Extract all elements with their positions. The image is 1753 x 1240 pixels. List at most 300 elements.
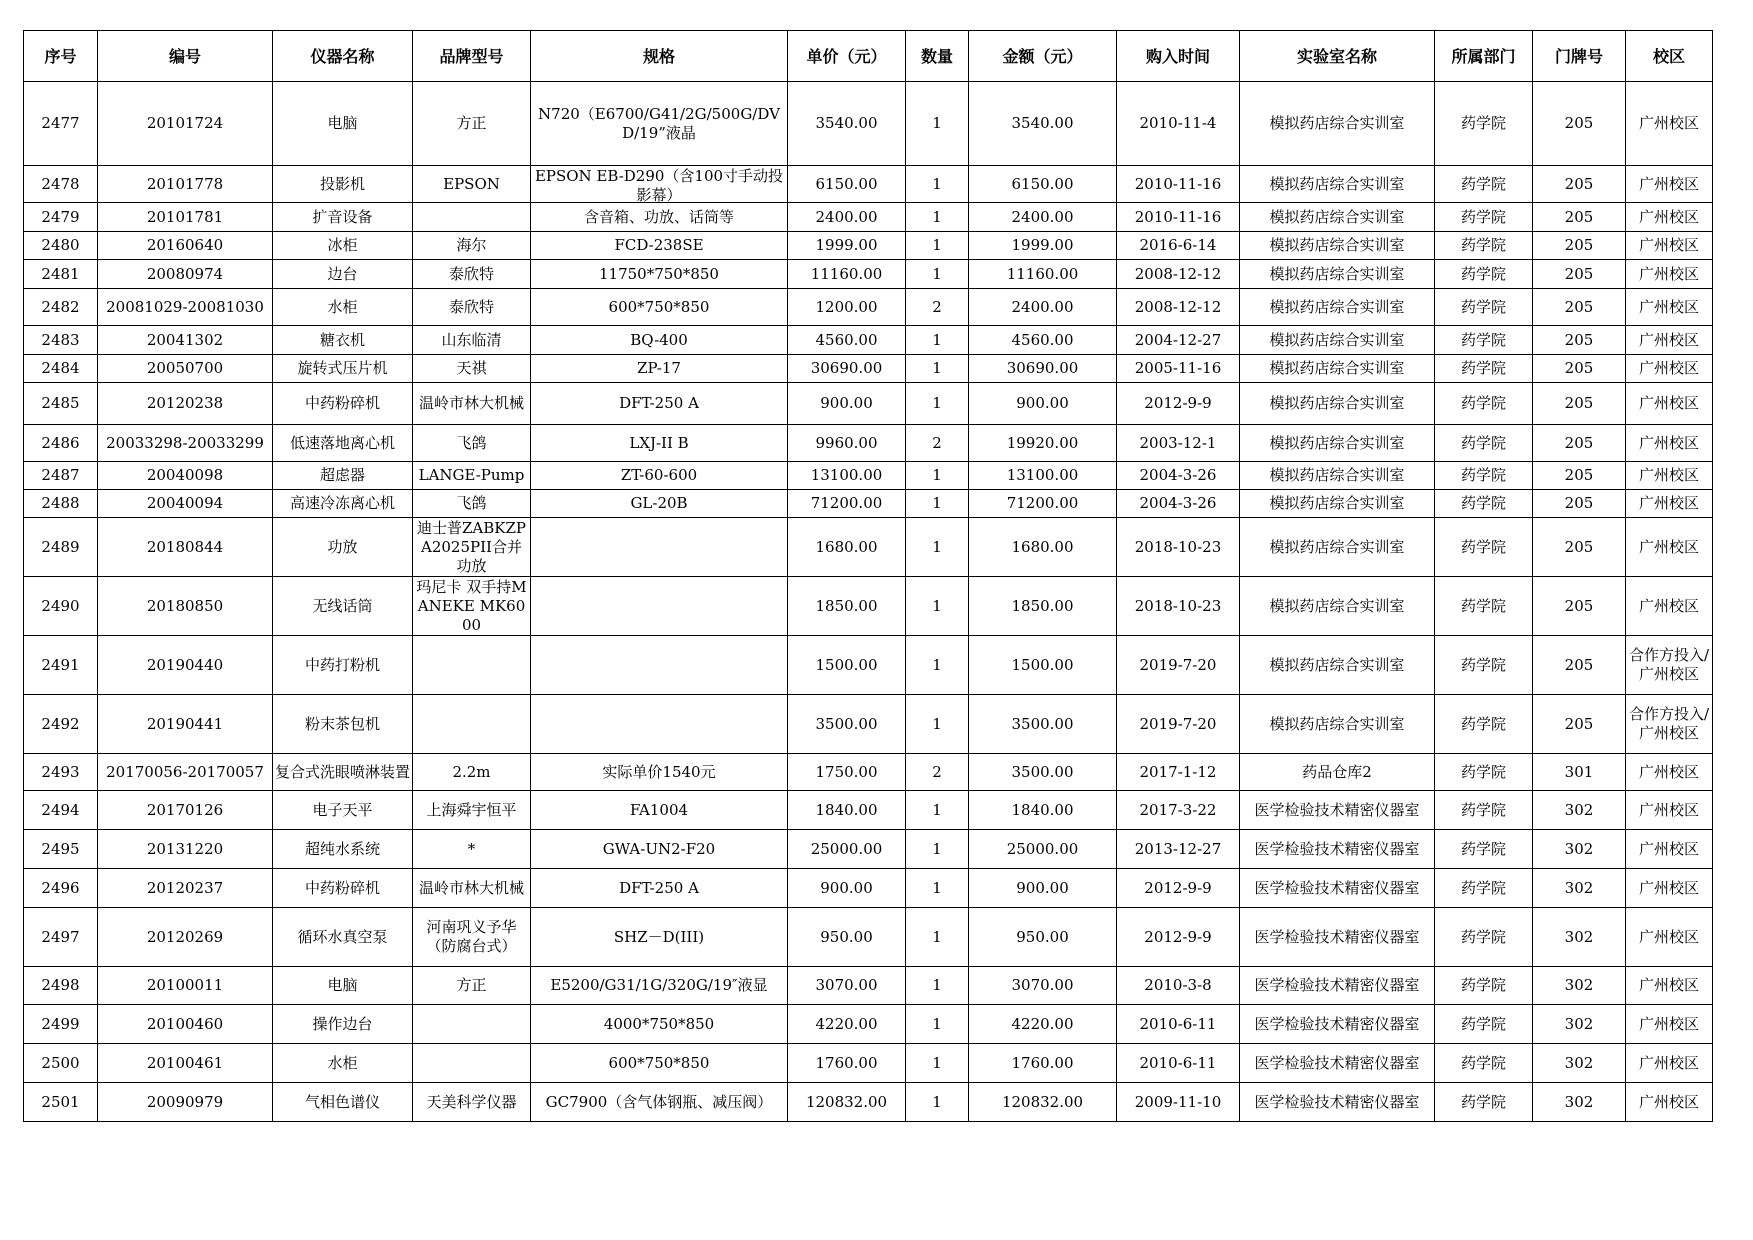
cell-instrument-name (273, 1005, 413, 1044)
cell-unit-price (788, 425, 906, 462)
cell-text: 药学院 (1460, 878, 1506, 897)
cell-room-number (1533, 577, 1626, 636)
cell-text: 2008-12-12 (1134, 297, 1222, 316)
cell-spec (531, 1083, 788, 1122)
cell-department (1435, 1083, 1533, 1122)
cell-unit-price (788, 490, 906, 518)
cell-text: LXJ-II B (629, 433, 689, 452)
cell-brand-model (413, 967, 531, 1005)
cell-instrument-name (273, 1044, 413, 1083)
cell-spec (531, 326, 788, 355)
cell-text: 20100011 (146, 976, 224, 994)
cell-text: 河南巩义予华（防腐台式） (426, 918, 517, 955)
cell-amount (969, 1044, 1117, 1083)
table-body (24, 82, 1713, 1122)
cell-text: 模拟药店综合实训室 (1269, 174, 1405, 193)
cell-text: 广州校区 (1638, 878, 1699, 897)
cell-text: 药学院 (1460, 800, 1506, 819)
cell-text: 1 (932, 264, 942, 283)
cell-text: 120832.00 (805, 1092, 888, 1111)
cell-purchase-date (1117, 1044, 1240, 1083)
cell-text: 1 (932, 207, 942, 226)
cell-amount (969, 82, 1117, 166)
table-row (24, 203, 1713, 232)
cell-text: 医学检验技术精密仪器室 (1254, 1053, 1420, 1072)
table-row (24, 967, 1713, 1005)
cell-lab-name (1240, 577, 1435, 636)
cell-quantity (906, 82, 969, 166)
cell-text: 20180844 (146, 537, 224, 556)
cell-text: 药学院 (1460, 655, 1506, 674)
cell-text: 2 (932, 433, 942, 452)
cell-amount (969, 577, 1117, 636)
cell-text: 1 (932, 1014, 942, 1033)
cell-text: 气相色谱仪 (304, 1092, 380, 1111)
cell-text: 302 (1564, 927, 1594, 946)
cell-text: 迪士普ZABKZPA2025PII合并功放 (417, 518, 526, 575)
cell-unit-price (788, 908, 906, 967)
cell-text: 循环水真空泵 (297, 927, 388, 946)
cell-lab-name (1240, 425, 1435, 462)
cell-text: 1 (932, 878, 942, 897)
cell-department (1435, 577, 1533, 636)
cell-text: 电脑 (327, 114, 358, 132)
cell-spec (531, 830, 788, 869)
cell-unit-price (788, 967, 906, 1005)
table-row (24, 166, 1713, 203)
cell-seq (24, 636, 98, 695)
cell-unit-price (788, 166, 906, 203)
cell-text: 1 (932, 655, 942, 674)
cell-text: 温岭市林大机械 (418, 878, 524, 897)
cell-text: GWA-UN2-F20 (602, 839, 716, 858)
cell-brand-model (413, 791, 531, 830)
cell-room-number (1533, 326, 1626, 355)
cell-text: 1 (932, 1092, 942, 1111)
cell-text: 2004-3-26 (1139, 494, 1217, 512)
cell-amount (969, 518, 1117, 577)
cell-quantity (906, 490, 969, 518)
cell-text: 超虑器 (319, 466, 365, 484)
cell-text: 120832.00 (1001, 1092, 1084, 1111)
cell-lab-name (1240, 383, 1435, 425)
cell-department (1435, 754, 1533, 791)
cell-text: 药学院 (1460, 927, 1506, 946)
cell-unit-price (788, 326, 906, 355)
cell-text: 3500.00 (1011, 714, 1074, 733)
cell-amount (969, 754, 1117, 791)
cell-lab-name (1240, 490, 1435, 518)
cell-lab-name (1240, 869, 1435, 908)
cell-text: 205 (1564, 330, 1594, 349)
cell-lab-name (1240, 1083, 1435, 1122)
cell-seq (24, 289, 98, 326)
cell-text: 1850.00 (815, 596, 878, 615)
cell-text: 广州校区 (1638, 1092, 1699, 1111)
cell-seq (24, 232, 98, 260)
cell-text: 2005-11-16 (1134, 359, 1222, 377)
table-row (24, 830, 1713, 869)
cell-amount (969, 232, 1117, 260)
cell-text: 含音箱、功放、话筒等 (583, 207, 734, 226)
cell-text: 中药粉碎机 (304, 394, 380, 412)
cell-text: 扩音设备 (312, 207, 373, 226)
cell-seq (24, 754, 98, 791)
cell-department (1435, 383, 1533, 425)
cell-text: 3500.00 (815, 714, 878, 733)
cell-text: 模拟药店综合实训室 (1269, 394, 1405, 412)
table-row (24, 232, 1713, 260)
cell-text: 2.2m (452, 762, 491, 781)
cell-amount (969, 490, 1117, 518)
cell-purchase-date (1117, 791, 1240, 830)
cell-text: 9960.00 (815, 433, 878, 452)
cell-text: 2485 (41, 394, 80, 412)
cell-seq (24, 326, 98, 355)
header-row (24, 31, 1713, 82)
header-code: 编号 (98, 31, 273, 82)
cell-text: 1999.00 (815, 236, 878, 254)
table-row (24, 326, 1713, 355)
cell-text: 医学检验技术精密仪器室 (1254, 878, 1420, 897)
header-department: 所属部门 (1435, 31, 1533, 82)
header-quantity: 数量 (906, 31, 969, 82)
cell-code (98, 1083, 273, 1122)
cell-text: 20160640 (146, 236, 224, 254)
cell-text: 1840.00 (1011, 800, 1074, 819)
cell-text: LANGE-Pump (418, 466, 525, 484)
cell-text: 模拟药店综合实训室 (1269, 596, 1405, 615)
cell-purchase-date (1117, 462, 1240, 490)
cell-code (98, 1005, 273, 1044)
cell-brand-model (413, 908, 531, 967)
cell-lab-name (1240, 967, 1435, 1005)
cell-text: 1999.00 (1011, 236, 1074, 254)
cell-text: 广州校区 (1638, 433, 1699, 452)
cell-code (98, 425, 273, 462)
cell-campus (1626, 1083, 1713, 1122)
cell-text: 301 (1564, 762, 1594, 781)
cell-campus (1626, 577, 1713, 636)
header-unit-price: 单价（元） (788, 31, 906, 82)
cell-text: 2018-10-23 (1134, 537, 1222, 556)
cell-text: 药学院 (1460, 297, 1506, 316)
cell-amount (969, 791, 1117, 830)
cell-code (98, 289, 273, 326)
cell-campus (1626, 383, 1713, 425)
cell-text: DFT-250 A (619, 394, 699, 412)
header-spec: 规格 (531, 31, 788, 82)
cell-purchase-date (1117, 869, 1240, 908)
cell-unit-price (788, 260, 906, 289)
cell-department (1435, 830, 1533, 869)
cell-text: 2479 (41, 207, 80, 226)
cell-text: 2495 (41, 839, 80, 858)
cell-purchase-date (1117, 518, 1240, 577)
cell-lab-name (1240, 1044, 1435, 1083)
cell-text: 模拟药店综合实训室 (1269, 264, 1405, 283)
cell-purchase-date (1117, 82, 1240, 166)
cell-instrument-name (273, 908, 413, 967)
cell-instrument-name (273, 425, 413, 462)
cell-campus (1626, 462, 1713, 490)
cell-text: 合作方投入/广州校区 (1628, 705, 1710, 742)
cell-seq (24, 203, 98, 232)
cell-campus (1626, 1044, 1713, 1083)
cell-campus (1626, 166, 1713, 203)
cell-spec (531, 203, 788, 232)
cell-code (98, 636, 273, 695)
cell-room-number (1533, 355, 1626, 383)
cell-text: 电子天平 (312, 800, 373, 819)
cell-seq (24, 166, 98, 203)
cell-spec (531, 754, 788, 791)
cell-text: 20120238 (146, 394, 224, 412)
cell-text: 600*750*850 (608, 1053, 710, 1072)
cell-campus (1626, 1005, 1713, 1044)
cell-text: 2486 (41, 433, 80, 452)
cell-text: 广州校区 (1638, 762, 1699, 781)
cell-text: 2010-11-16 (1134, 207, 1222, 226)
cell-department (1435, 289, 1533, 326)
cell-text: 4000*750*850 (603, 1014, 715, 1033)
cell-text: 海尔 (456, 236, 487, 254)
cell-quantity (906, 518, 969, 577)
cell-amount (969, 326, 1117, 355)
cell-text: 2482 (41, 297, 80, 316)
cell-text: 950.00 (1016, 927, 1069, 946)
header-room-number: 门牌号 (1533, 31, 1626, 82)
cell-room-number (1533, 260, 1626, 289)
cell-instrument-name (273, 462, 413, 490)
cell-code (98, 462, 273, 490)
cell-text: 13100.00 (1006, 466, 1079, 484)
cell-seq (24, 383, 98, 425)
cell-text: 20081029-20081030 (106, 297, 264, 316)
header-brand-model: 品牌型号 (413, 31, 531, 82)
cell-instrument-name (273, 260, 413, 289)
cell-lab-name (1240, 289, 1435, 326)
cell-text: 205 (1564, 596, 1594, 615)
cell-text: 1760.00 (815, 1053, 878, 1072)
cell-text: ZT-60-600 (620, 466, 698, 484)
cell-brand-model (413, 518, 531, 577)
cell-text: 1 (932, 330, 942, 349)
cell-unit-price (788, 289, 906, 326)
cell-text: 医学检验技术精密仪器室 (1254, 1092, 1420, 1111)
cell-room-number (1533, 82, 1626, 166)
cell-text: 302 (1564, 1053, 1594, 1072)
cell-campus (1626, 232, 1713, 260)
cell-seq (24, 355, 98, 383)
cell-text: 205 (1564, 394, 1594, 412)
cell-text: 20120269 (146, 927, 224, 946)
cell-text: 20101781 (146, 207, 224, 226)
cell-seq (24, 577, 98, 636)
cell-text: 302 (1564, 1014, 1594, 1033)
cell-amount (969, 425, 1117, 462)
cell-room-number (1533, 425, 1626, 462)
cell-purchase-date (1117, 355, 1240, 383)
cell-brand-model (413, 326, 531, 355)
cell-spec (531, 791, 788, 830)
cell-text: 2481 (41, 264, 80, 283)
cell-instrument-name (273, 203, 413, 232)
cell-purchase-date (1117, 577, 1240, 636)
cell-code (98, 355, 273, 383)
cell-text: 模拟药店综合实训室 (1269, 433, 1405, 452)
cell-text: 11160.00 (1006, 264, 1079, 283)
cell-text: 药学院 (1460, 976, 1506, 994)
cell-spec (531, 289, 788, 326)
cell-text: 71200.00 (1006, 494, 1079, 512)
cell-quantity (906, 791, 969, 830)
cell-spec (531, 383, 788, 425)
cell-spec (531, 462, 788, 490)
cell-room-number (1533, 754, 1626, 791)
cell-text: E5200/G31/1G/320G/19″液显 (550, 976, 768, 994)
cell-quantity (906, 355, 969, 383)
cell-unit-price (788, 695, 906, 754)
cell-text: 飞鸽 (456, 494, 487, 512)
cell-text: 20041302 (146, 330, 224, 349)
cell-text: 2491 (41, 655, 80, 674)
cell-text: 2498 (41, 976, 80, 994)
cell-brand-model (413, 577, 531, 636)
cell-text: 205 (1564, 655, 1594, 674)
cell-text: 20033298-20033299 (106, 433, 264, 452)
cell-text: 205 (1564, 207, 1594, 226)
cell-amount (969, 695, 1117, 754)
cell-text: 1 (932, 359, 942, 377)
cell-text: 药学院 (1460, 537, 1506, 556)
cell-text: 功放 (327, 537, 358, 556)
cell-instrument-name (273, 355, 413, 383)
cell-text: 1 (932, 466, 942, 484)
cell-purchase-date (1117, 754, 1240, 791)
cell-text: 医学检验技术精密仪器室 (1254, 976, 1420, 994)
cell-text: 20100460 (146, 1014, 224, 1033)
header-instrument-name: 仪器名称 (273, 31, 413, 82)
cell-purchase-date (1117, 166, 1240, 203)
cell-text: 2400.00 (1011, 297, 1074, 316)
cell-text: 1 (932, 800, 942, 819)
cell-text: 4220.00 (1011, 1014, 1074, 1033)
cell-text: 11750*750*850 (599, 264, 719, 283)
table-row (24, 518, 1713, 577)
cell-room-number (1533, 166, 1626, 203)
cell-text: 302 (1564, 839, 1594, 858)
cell-text: 2012-9-9 (1144, 878, 1212, 897)
cell-instrument-name (273, 695, 413, 754)
cell-purchase-date (1117, 425, 1240, 462)
cell-lab-name (1240, 636, 1435, 695)
cell-text: N720（E6700/G41/2G/500G/DVD/19”液晶 (538, 104, 780, 142)
cell-code (98, 791, 273, 830)
table-row (24, 490, 1713, 518)
cell-purchase-date (1117, 260, 1240, 289)
cell-purchase-date (1117, 289, 1240, 326)
cell-code (98, 166, 273, 203)
table-row (24, 82, 1713, 166)
cell-text: 模拟药店综合实训室 (1269, 207, 1405, 226)
cell-spec (531, 490, 788, 518)
cell-text: 药学院 (1460, 236, 1506, 254)
cell-text: 药学院 (1460, 207, 1506, 226)
cell-department (1435, 260, 1533, 289)
cell-spec (531, 260, 788, 289)
cell-text: 20040098 (146, 466, 224, 484)
cell-campus (1626, 425, 1713, 462)
cell-quantity (906, 1083, 969, 1122)
cell-text: 20180850 (146, 596, 224, 615)
cell-campus (1626, 754, 1713, 791)
cell-purchase-date (1117, 1005, 1240, 1044)
cell-text: 边台 (327, 264, 358, 283)
cell-room-number (1533, 203, 1626, 232)
cell-lab-name (1240, 908, 1435, 967)
cell-instrument-name (273, 289, 413, 326)
cell-quantity (906, 1005, 969, 1044)
cell-purchase-date (1117, 1083, 1240, 1122)
cell-text: 1760.00 (1011, 1053, 1074, 1072)
cell-text: 投影机 (319, 174, 365, 193)
cell-text: 20080974 (146, 264, 224, 283)
cell-campus (1626, 636, 1713, 695)
cell-text: 模拟药店综合实训室 (1269, 714, 1405, 733)
cell-text: 无线话筒 (312, 596, 373, 615)
cell-text: 水柜 (327, 297, 358, 316)
cell-text: 2477 (41, 114, 80, 132)
cell-brand-model (413, 1044, 531, 1083)
cell-lab-name (1240, 791, 1435, 830)
cell-instrument-name (273, 791, 413, 830)
cell-code (98, 1044, 273, 1083)
cell-seq (24, 462, 98, 490)
cell-room-number (1533, 869, 1626, 908)
cell-code (98, 326, 273, 355)
cell-text: 2008-12-12 (1134, 264, 1222, 283)
cell-text: 广州校区 (1638, 927, 1699, 946)
cell-text: 71200.00 (810, 494, 883, 512)
cell-code (98, 908, 273, 967)
cell-text: 20090979 (146, 1092, 224, 1111)
cell-brand-model (413, 166, 531, 203)
cell-department (1435, 636, 1533, 695)
cell-campus (1626, 490, 1713, 518)
cell-room-number (1533, 383, 1626, 425)
cell-text: 4560.00 (815, 330, 878, 349)
cell-amount (969, 908, 1117, 967)
cell-text: 600*750*850 (608, 297, 710, 316)
cell-text: 1680.00 (815, 537, 878, 556)
cell-unit-price (788, 462, 906, 490)
cell-text: 30690.00 (810, 359, 883, 377)
cell-quantity (906, 695, 969, 754)
cell-text: 模拟药店综合实训室 (1269, 359, 1405, 377)
cell-text: 广州校区 (1638, 359, 1699, 377)
cell-seq (24, 260, 98, 289)
cell-text: 205 (1564, 494, 1594, 512)
cell-text: 2017-3-22 (1139, 800, 1217, 819)
cell-seq (24, 425, 98, 462)
cell-amount (969, 355, 1117, 383)
cell-spec (531, 518, 788, 577)
cell-seq (24, 869, 98, 908)
cell-text: 2500 (41, 1053, 80, 1072)
cell-unit-price (788, 577, 906, 636)
cell-text: 2017-1-12 (1139, 762, 1217, 781)
